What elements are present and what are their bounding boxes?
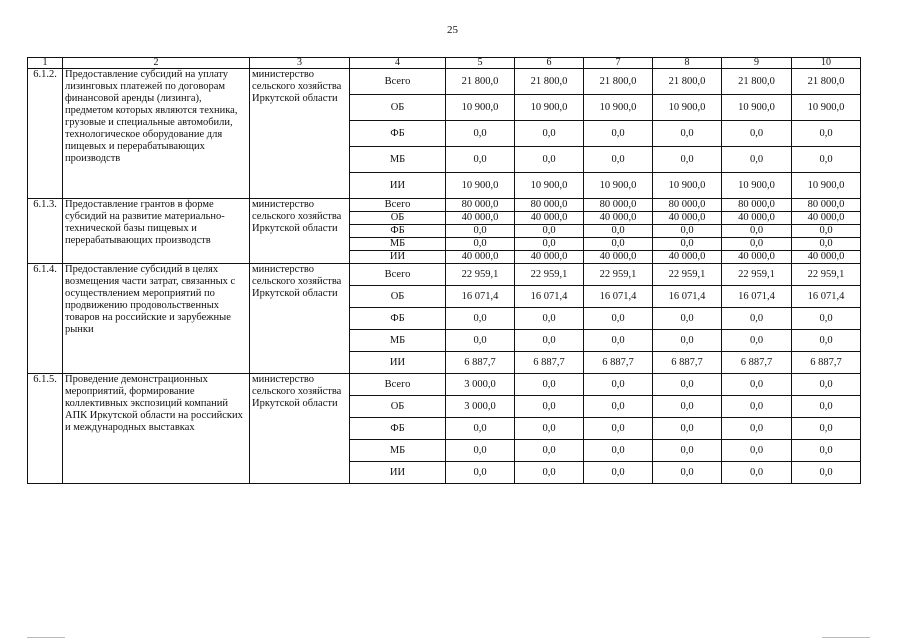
funding-value: 0,0 — [653, 418, 722, 440]
budget-table — [27, 57, 861, 484]
funding-value: 6 887,7 — [446, 352, 515, 374]
funding-value: 0,0 — [792, 440, 861, 462]
column-number: 1 — [28, 58, 63, 69]
funding-value: 0,0 — [653, 396, 722, 418]
measure-description: Предоставление субсидий на уплату лизинговых платежей по договорам финансовой аренды (лизинга), предметом которых являются техника, грузовые и специальные автомобили, технологическое оборудование для пищевых и перерабатывающих производств — [63, 69, 250, 199]
funding-value: 0,0 — [446, 121, 515, 147]
funding-value: 40 000,0 — [792, 251, 861, 264]
funding-source-label: ОБ — [350, 396, 446, 418]
funding-value: 0,0 — [515, 396, 584, 418]
funding-value: 0,0 — [446, 238, 515, 251]
measure-description: Проведение демонстрационных мероприятий, формирование коллективных экспозиций компаний АПК Иркутской области на российских и международных выставках — [63, 374, 250, 484]
funding-value: 0,0 — [653, 374, 722, 396]
column-number: 8 — [653, 58, 722, 69]
funding-value: 80 000,0 — [446, 199, 515, 212]
funding-value: 21 800,0 — [584, 69, 653, 95]
funding-value: 0,0 — [653, 308, 722, 330]
funding-value: 21 800,0 — [792, 69, 861, 95]
column-number: 9 — [722, 58, 792, 69]
funding-value: 10 900,0 — [792, 95, 861, 121]
funding-value: 0,0 — [584, 147, 653, 173]
funding-value: 0,0 — [515, 374, 584, 396]
funding-value: 0,0 — [584, 330, 653, 352]
funding-value: 0,0 — [446, 330, 515, 352]
funding-value: 22 959,1 — [792, 264, 861, 286]
table-row — [28, 374, 861, 396]
funding-value: 0,0 — [792, 238, 861, 251]
funding-value: 0,0 — [792, 225, 861, 238]
funding-value: 0,0 — [792, 418, 861, 440]
column-number: 10 — [792, 58, 861, 69]
funding-source-label: ОБ — [350, 286, 446, 308]
funding-value: 0,0 — [515, 418, 584, 440]
funding-source-label: МБ — [350, 440, 446, 462]
column-number: 6 — [515, 58, 584, 69]
funding-value: 40 000,0 — [584, 212, 653, 225]
funding-value: 22 959,1 — [446, 264, 515, 286]
funding-value: 80 000,0 — [584, 199, 653, 212]
page-number: 25 — [447, 24, 458, 36]
funding-value: 0,0 — [584, 374, 653, 396]
funding-value: 16 071,4 — [446, 286, 515, 308]
funding-value: 40 000,0 — [653, 212, 722, 225]
funding-value: 0,0 — [584, 462, 653, 484]
funding-value: 0,0 — [584, 225, 653, 238]
funding-value: 40 000,0 — [446, 212, 515, 225]
measure-number: 6.1.2. — [28, 69, 63, 199]
funding-value: 40 000,0 — [792, 212, 861, 225]
funding-value: 0,0 — [653, 121, 722, 147]
funding-value: 0,0 — [722, 121, 792, 147]
measure-executor: министерство сельского хозяйства Иркутской области — [250, 69, 350, 199]
measure-executor: министерство сельского хозяйства Иркутской области — [250, 264, 350, 374]
funding-source-label: ФБ — [350, 308, 446, 330]
funding-value: 0,0 — [446, 440, 515, 462]
funding-value: 0,0 — [584, 121, 653, 147]
funding-value: 0,0 — [515, 147, 584, 173]
funding-value: 10 900,0 — [653, 95, 722, 121]
funding-source-label: МБ — [350, 330, 446, 352]
funding-value: 0,0 — [446, 418, 515, 440]
funding-source-label: ИИ — [350, 352, 446, 374]
funding-value: 16 071,4 — [584, 286, 653, 308]
funding-value: 0,0 — [584, 440, 653, 462]
funding-value: 6 887,7 — [792, 352, 861, 374]
funding-value: 3 000,0 — [446, 396, 515, 418]
table-row — [28, 264, 861, 286]
funding-value: 0,0 — [584, 238, 653, 251]
funding-value: 0,0 — [792, 121, 861, 147]
funding-value: 0,0 — [722, 147, 792, 173]
funding-value: 0,0 — [722, 462, 792, 484]
column-number: 2 — [63, 58, 250, 69]
column-number-row — [28, 58, 861, 69]
funding-value: 40 000,0 — [584, 251, 653, 264]
funding-value: 21 800,0 — [515, 69, 584, 95]
funding-source-label: Всего — [350, 199, 446, 212]
funding-value: 10 900,0 — [584, 173, 653, 199]
measure-executor: министерство сельского хозяйства Иркутской области — [250, 199, 350, 264]
funding-value: 16 071,4 — [722, 286, 792, 308]
funding-value: 16 071,4 — [653, 286, 722, 308]
funding-value: 40 000,0 — [515, 212, 584, 225]
funding-value: 10 900,0 — [722, 95, 792, 121]
funding-value: 0,0 — [792, 374, 861, 396]
funding-value: 22 959,1 — [722, 264, 792, 286]
funding-value: 21 800,0 — [653, 69, 722, 95]
funding-value: 0,0 — [792, 396, 861, 418]
funding-value: 0,0 — [515, 121, 584, 147]
scan-artifact-line — [27, 637, 65, 638]
funding-value: 0,0 — [653, 225, 722, 238]
funding-value: 22 959,1 — [515, 264, 584, 286]
funding-value: 0,0 — [653, 238, 722, 251]
funding-value: 0,0 — [584, 418, 653, 440]
table-row — [28, 69, 861, 95]
funding-value: 0,0 — [792, 308, 861, 330]
column-number: 4 — [350, 58, 446, 69]
funding-value: 40 000,0 — [653, 251, 722, 264]
funding-value: 10 900,0 — [792, 173, 861, 199]
funding-value: 0,0 — [722, 238, 792, 251]
funding-value: 0,0 — [515, 462, 584, 484]
funding-value: 0,0 — [722, 396, 792, 418]
funding-value: 22 959,1 — [653, 264, 722, 286]
funding-value: 10 900,0 — [515, 95, 584, 121]
funding-value: 21 800,0 — [446, 69, 515, 95]
funding-value: 0,0 — [446, 462, 515, 484]
funding-source-label: ИИ — [350, 462, 446, 484]
funding-value: 0,0 — [722, 418, 792, 440]
funding-source-label: Всего — [350, 374, 446, 396]
funding-value: 0,0 — [653, 147, 722, 173]
funding-value: 0,0 — [653, 330, 722, 352]
funding-value: 80 000,0 — [515, 199, 584, 212]
funding-value: 10 900,0 — [584, 95, 653, 121]
measure-number: 6.1.5. — [28, 374, 63, 484]
funding-value: 10 900,0 — [446, 95, 515, 121]
column-number: 3 — [250, 58, 350, 69]
column-number: 5 — [446, 58, 515, 69]
funding-value: 10 900,0 — [653, 173, 722, 199]
funding-value: 6 887,7 — [584, 352, 653, 374]
funding-value: 10 900,0 — [515, 173, 584, 199]
funding-value: 40 000,0 — [446, 251, 515, 264]
funding-value: 0,0 — [515, 238, 584, 251]
funding-value: 0,0 — [653, 462, 722, 484]
funding-value: 40 000,0 — [722, 251, 792, 264]
column-number: 7 — [584, 58, 653, 69]
measure-description: Предоставление грантов в форме субсидий на развитие материально-технической базы пищевых и перерабатывающих производств — [63, 199, 250, 264]
funding-value: 0,0 — [722, 308, 792, 330]
funding-value: 0,0 — [722, 330, 792, 352]
funding-source-label: ОБ — [350, 95, 446, 121]
funding-value: 0,0 — [515, 308, 584, 330]
funding-value: 6 887,7 — [722, 352, 792, 374]
funding-value: 0,0 — [792, 462, 861, 484]
funding-value: 0,0 — [584, 308, 653, 330]
funding-value: 0,0 — [515, 330, 584, 352]
funding-value: 0,0 — [792, 147, 861, 173]
measure-description: Предоставление субсидий в целях возмещения части затрат, связанных с осуществлением мероприятий по продвижению продовольственных товаров на российские и зарубежные рынки — [63, 264, 250, 374]
scan-artifact-line — [822, 637, 870, 638]
funding-value: 40 000,0 — [515, 251, 584, 264]
measure-number: 6.1.4. — [28, 264, 63, 374]
funding-source-label: ИИ — [350, 251, 446, 264]
funding-value: 0,0 — [446, 225, 515, 238]
funding-value: 16 071,4 — [515, 286, 584, 308]
funding-value: 6 887,7 — [515, 352, 584, 374]
measure-number: 6.1.3. — [28, 199, 63, 264]
funding-source-label: ОБ — [350, 212, 446, 225]
funding-value: 0,0 — [653, 440, 722, 462]
funding-value: 21 800,0 — [722, 69, 792, 95]
funding-value: 0,0 — [722, 374, 792, 396]
funding-value: 0,0 — [722, 440, 792, 462]
funding-source-label: ФБ — [350, 418, 446, 440]
table-row — [28, 199, 861, 212]
funding-value: 22 959,1 — [584, 264, 653, 286]
funding-value: 10 900,0 — [446, 173, 515, 199]
funding-value: 0,0 — [584, 396, 653, 418]
funding-value: 0,0 — [515, 440, 584, 462]
funding-value: 80 000,0 — [653, 199, 722, 212]
funding-source-label: Всего — [350, 264, 446, 286]
funding-value: 0,0 — [446, 308, 515, 330]
funding-value: 10 900,0 — [722, 173, 792, 199]
funding-value: 6 887,7 — [653, 352, 722, 374]
funding-value: 0,0 — [515, 225, 584, 238]
measure-executor: министерство сельского хозяйства Иркутской области — [250, 374, 350, 484]
funding-source-label: ИИ — [350, 173, 446, 199]
funding-value: 16 071,4 — [792, 286, 861, 308]
funding-value: 0,0 — [446, 147, 515, 173]
funding-value: 0,0 — [792, 330, 861, 352]
funding-source-label: ФБ — [350, 121, 446, 147]
funding-source-label: ФБ — [350, 225, 446, 238]
funding-value: 0,0 — [722, 225, 792, 238]
funding-value: 3 000,0 — [446, 374, 515, 396]
funding-source-label: МБ — [350, 147, 446, 173]
funding-value: 80 000,0 — [792, 199, 861, 212]
funding-value: 40 000,0 — [722, 212, 792, 225]
funding-value: 80 000,0 — [722, 199, 792, 212]
funding-source-label: МБ — [350, 238, 446, 251]
funding-source-label: Всего — [350, 69, 446, 95]
